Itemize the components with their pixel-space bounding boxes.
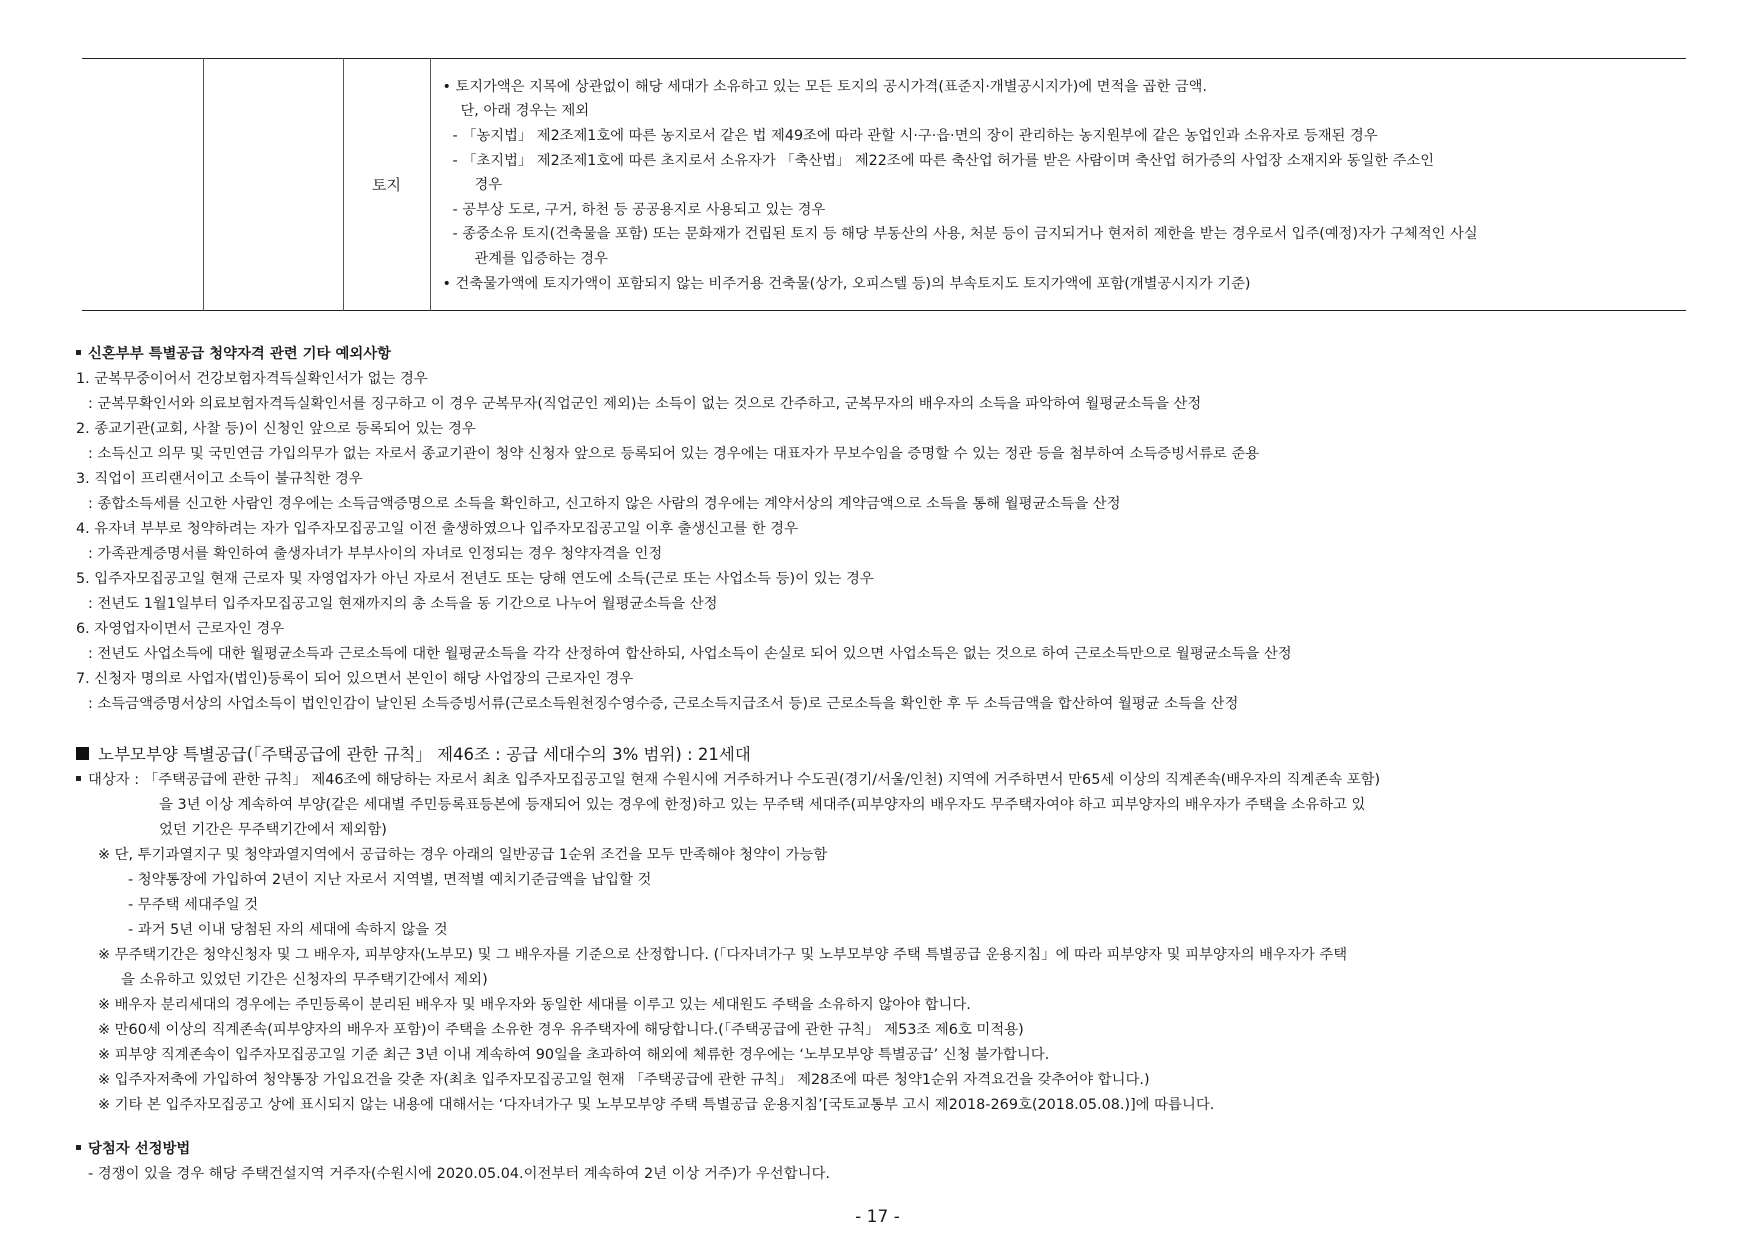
note-line: ※ 만60세 이상의 직계존속(피부양자의 배우자 포함)이 주택을 소유한 경우 유주택자에 해당합니다.(「주택공급에 관한 규칙」 제53조 제6호 미적용) <box>98 1022 1024 1038</box>
land-label-cell: 토지 <box>343 59 430 311</box>
target-line: 었던 기간은 무주택기간에서 제외함) <box>159 822 387 838</box>
note-line: ※ 기타 본 입주자모집공고 상에 표시되지 않는 내용에 대해서는 ‘다자녀가구 및 노부모부양 주택 특별공급 운용지침’[국토교통부 고시 제2018-269호(2018.05.08.)]에 따릅니다. <box>98 1097 1215 1113</box>
target-line: 을 3년 이상 계속하여 부양(같은 세대별 주민등록표등본에 등재되어 있는 경우에 한정)하고 있는 무주택 세대주(피부양자의 배우자도 무주택자여야 하고 피부양자의 배우자가 주택을 소유하고 있 <box>159 797 1366 813</box>
exception-detail: : 소득금액증명서상의 사업소득이 법인인감이 날인된 소득증빙서류(근로소득원천징수영수증, 근로소득지급조서 등)로 근로소득을 확인한 후 두 소득금액을 합산하여 월평균 소득을 산정 <box>88 696 1239 712</box>
winner-selection-section <box>76 1137 1696 1187</box>
land-line: 경우 <box>474 177 503 194</box>
exception-item: 6. 자영업자이면서 근로자인 경우 <box>76 621 285 637</box>
note-line: ※ 배우자 분리세대의 경우에는 주민등록이 분리된 배우자 및 배우자와 동일한 세대를 이루고 있는 세대원도 주택을 소유하지 않아야 합니다. <box>98 997 971 1013</box>
exception-item: 7. 신청자 명의로 사업자(법인)등록이 되어 있으면서 본인이 해당 사업장의 근로자인 경우 <box>76 671 634 687</box>
land-line: • 토지가액은 지목에 상관없이 해당 세대가 소유하고 있는 모든 토지의 공시가격(표준지·개별공시지가)에 면적을 곱한 금액. <box>442 78 1207 95</box>
land-line: • 건축물가액에 토지가액이 포함되지 않는 비주거용 건축물(상가, 오피스텔 등)의 부속토지도 토지가액에 포함(개별공시지가 기준) <box>442 275 1251 292</box>
note-line: ※ 단, 투기과열지구 및 청약과열지역에서 공급하는 경우 아래의 일반공급 1순위 조건을 모두 만족해야 청약이 가능함 <box>98 847 828 863</box>
note-line: 을 소유하고 있었던 기간은 신청자의 무주택기간에서 제외) <box>121 972 488 988</box>
exception-detail: : 가족관계증명서를 확인하여 출생자녀가 부부사이의 자녀로 인정되는 경우 청약자격을 인정 <box>88 546 663 562</box>
page-number: - 17 - <box>855 1207 900 1227</box>
table-row <box>82 59 1686 311</box>
section-title <box>76 742 1696 768</box>
exception-detail: : 종합소득세를 신고한 사람인 경우에는 소득금액증명으로 소득을 확인하고, 신고하지 않은 사람의 경우에는 계약서상의 계약금액으로 소득을 통해 월평균소득을 산정 <box>88 496 1121 512</box>
land-line: - 「초지법」 제2조제1호에 따른 초지로서 소유자가 「축산법」 제22조에 따른 축산업 허가를 받은 사람이며 축산업 허가증의 사업장 소재지와 동일한 주소인 <box>452 152 1435 169</box>
condition-line: - 무주택 세대주일 것 <box>128 897 259 913</box>
exception-detail: : 전년도 사업소득에 대한 월평균소득과 근로소득에 대한 월평균소득을 각각 산정하여 합산하되, 사업소득이 손실로 되어 있으면 사업소득은 없는 것으로 하여 근로소득만으로 월평균소득을 산정 <box>88 646 1292 662</box>
exception-detail: : 전년도 1월1일부터 입주자모집공고일 현재까지의 총 소득을 동 기간으로 나누어 월평균소득을 산정 <box>88 596 718 612</box>
section-title-text: 노부모부양 특별공급(「주택공급에 관한 규칙」 제46조 : 공급 세대수의 3% 범위) : 21세대 <box>98 745 751 764</box>
land-line: - 「농지법」 제2조제1호에 따른 농지로서 같은 법 제49조에 따라 관할 시·구·읍·면의 장이 관리하는 농지원부에 같은 농업인과 소유자로 등재된 경우 <box>452 128 1378 145</box>
note-line: ※ 무주택기간은 청약신청자 및 그 배우자, 피부양자(노부모) 및 그 배우자를 기준으로 산정합니다. (「다자녀가구 및 노부모부양 주택 특별공급 운용지침」에 따라 피부양자 및 피부양자의 배우자가 주택 <box>98 947 1348 963</box>
land-line: 관계를 입증하는 경우 <box>474 250 608 267</box>
section-heading: 신혼부부 특별공급 청약자격 관련 기타 예외사항 <box>76 342 1696 367</box>
exception-item: 4. 유자녀 부부로 청약하려는 자가 입주자모집공고일 이전 출생하였으나 입주자모집공고일 이후 출생신고를 한 경우 <box>76 521 798 537</box>
condition-line: - 과거 5년 이내 당첨된 자의 세대에 속하지 않을 것 <box>128 922 448 938</box>
section-heading: 당첨자 선정방법 <box>76 1137 1696 1162</box>
exception-detail: : 소득신고 의무 및 국민연금 가입의무가 없는 자로서 종교기관이 청약 신청자 앞으로 등록되어 있는 경우에는 대표자가 무보수임을 증명할 수 있는 정관 등을 첨부하여 소득증빙서류로 준용 <box>88 446 1260 462</box>
square-bullet-icon <box>76 747 89 760</box>
table-cell-empty-1 <box>82 59 203 311</box>
exception-detail: : 군복무확인서와 의료보험자격득실확인서를 징구하고 이 경우 군복무자(직업군인 제외)는 소득이 없는 것으로 간주하고, 군복무자의 배우자의 소득을 파악하여 월평균소득을 산정 <box>88 396 1202 412</box>
land-line: 단, 아래 경우는 제외 <box>460 103 590 120</box>
note-line: ※ 피부양 직계존속이 입주자모집공고일 기준 최근 3년 이내 계속하여 90일을 초과하여 해외에 체류한 경우에는 ‘노부모부양 특별공급’ 신청 불가합니다. <box>98 1047 1050 1063</box>
condition-line: - 청약통장에 가입하여 2년이 지난 자로서 지역별, 면적별 예치기준금액을 납입할 것 <box>128 872 652 888</box>
exception-item: 3. 직업이 프리랜서이고 소득이 불규칙한 경우 <box>76 471 363 487</box>
note-line: ※ 입주자저축에 가입하여 청약통장 가입요건을 갖춘 자(최초 입주자모집공고일 현재 「주택공급에 관한 규칙」 제28조에 따른 청약1순위 자격요건을 갖추어야 합니다.) <box>98 1072 1150 1088</box>
target-line: 대상자 : 「주택공급에 관한 규칙」 제46조에 해당하는 자로서 최초 입주자모집공고일 현재 수원시에 거주하거나 수도권(경기/서울/인천) 지역에 거주하면서 만65세 이상의 직계존속(배우자의 직계존속 포함) <box>76 768 1696 793</box>
newlywed-exceptions-section <box>76 342 1696 717</box>
land-content-cell <box>430 59 1686 311</box>
land-criteria-table <box>82 58 1686 311</box>
exception-item: 2. 종교기관(교회, 사찰 등)이 신청인 앞으로 등록되어 있는 경우 <box>76 421 476 437</box>
table-cell-empty-2 <box>203 59 343 311</box>
elderly-support-section <box>76 742 1696 1118</box>
selection-line: - 경쟁이 있을 경우 해당 주택건설지역 거주자(수원시에 2020.05.04.이전부터 계속하여 2년 이상 거주)가 우선합니다. <box>88 1166 830 1182</box>
exception-item: 5. 입주자모집공고일 현재 근로자 및 자영업자가 아닌 자로서 전년도 또는 당해 연도에 소득(근로 또는 사업소득 등)이 있는 경우 <box>76 571 874 587</box>
land-line: - 종중소유 토지(건축물을 포함) 또는 문화재가 건립된 토지 등 해당 부동산의 사용, 처분 등이 금지되거나 현저히 제한을 받는 경우로서 입주(예정)자가 구체적인 사실 <box>452 226 1478 243</box>
land-line: - 공부상 도로, 구거, 하천 등 공공용지로 사용되고 있는 경우 <box>452 201 826 218</box>
exception-item: 1. 군복무중이어서 건강보험자격득실확인서가 없는 경우 <box>76 371 428 387</box>
